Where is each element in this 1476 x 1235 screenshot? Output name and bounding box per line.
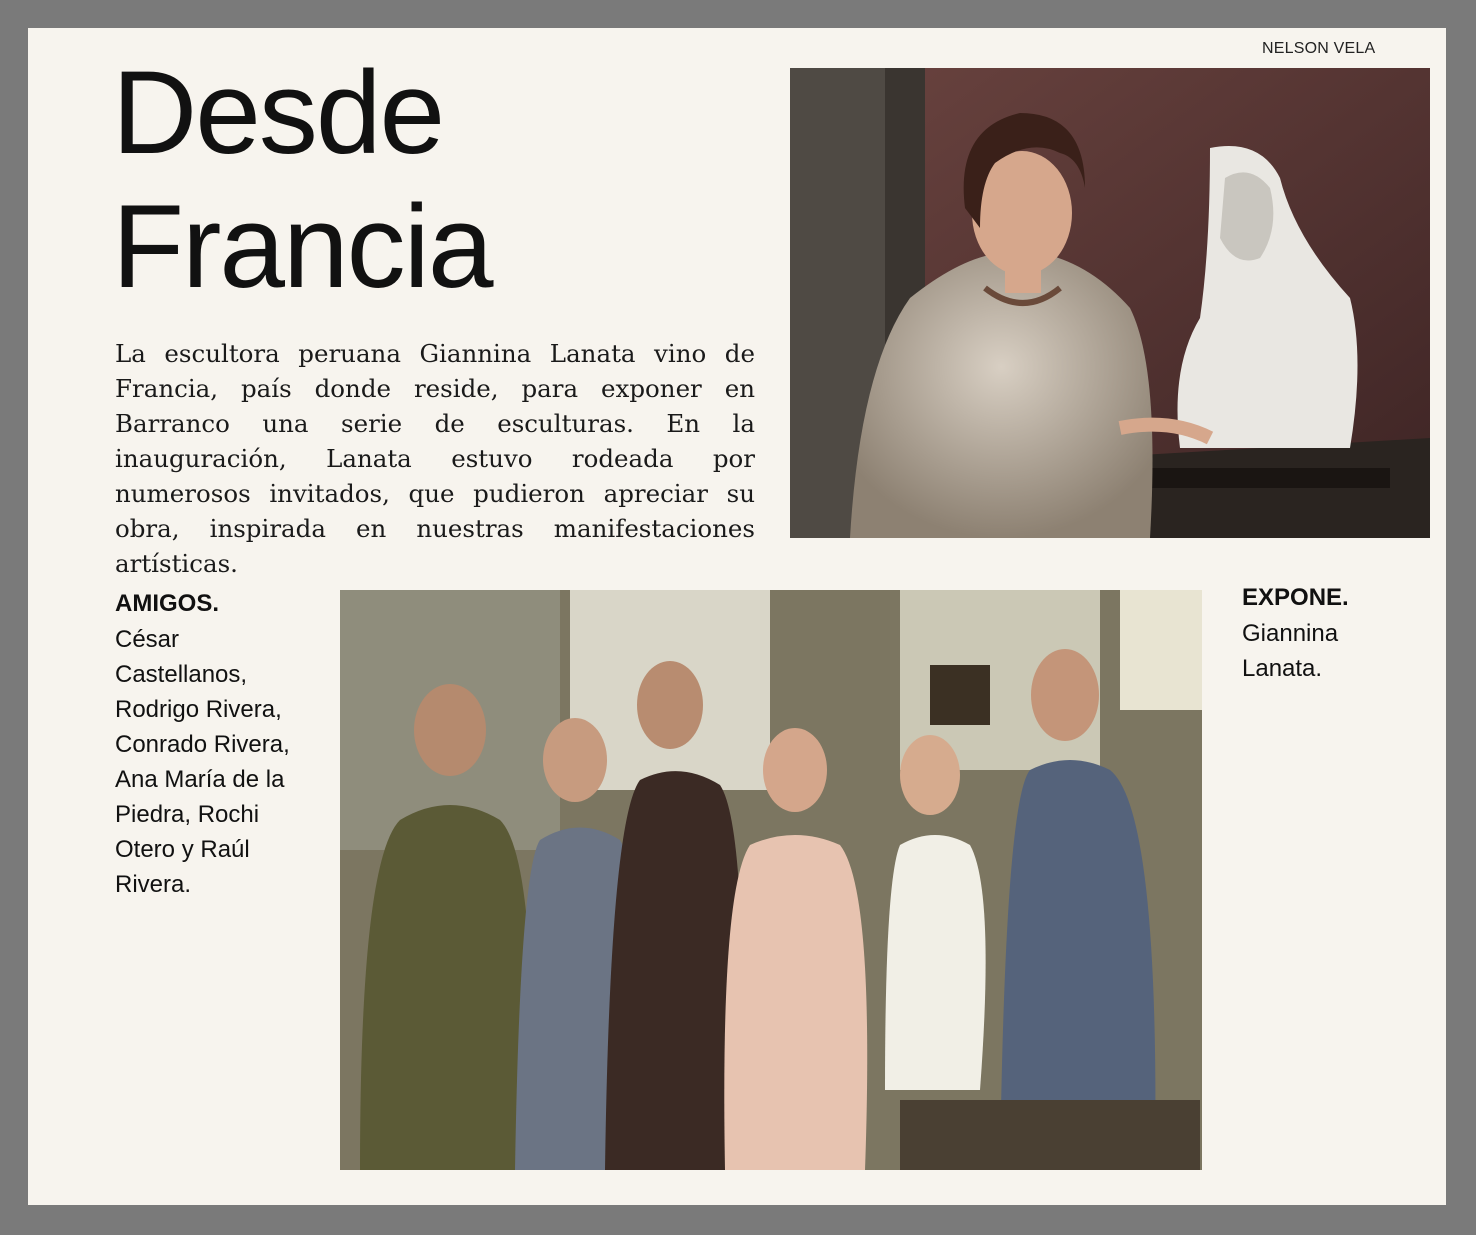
sculptor-photo xyxy=(790,68,1430,538)
headline xyxy=(112,46,491,314)
photo-credit: NELSON VELA xyxy=(1262,40,1376,57)
headline-line-1: Desde xyxy=(112,47,444,179)
group-photo-illustration xyxy=(340,590,1202,1170)
caption-expone xyxy=(1242,580,1422,686)
caption-amigos xyxy=(115,586,315,902)
caption-amigos-label: AMIGOS. xyxy=(115,590,220,617)
group-photo xyxy=(340,590,1202,1170)
headline-line-2: Francia xyxy=(112,181,492,313)
caption-amigos-text: César Castellanos, Rodrigo Rivera, Conrado Rivera, Ana María de la Piedra, Rochi Otero y Raúl Rivera. xyxy=(115,626,290,898)
sculptor-photo-illustration xyxy=(790,68,1430,538)
caption-expone-text: Giannina Lanata. xyxy=(1242,620,1339,682)
lead-paragraph: La escultora peruana Giannina Lanata vino de Francia, país donde reside, para exponer en Barranco una serie de esculturas. En la inauguración, Lanata estuvo rodeada por numerosos invitados, que pudieron apreciar su obra, inspirada en nuestras manifestaciones artísticas. xyxy=(115,339,755,578)
caption-expone-label: EXPONE. xyxy=(1242,584,1349,611)
